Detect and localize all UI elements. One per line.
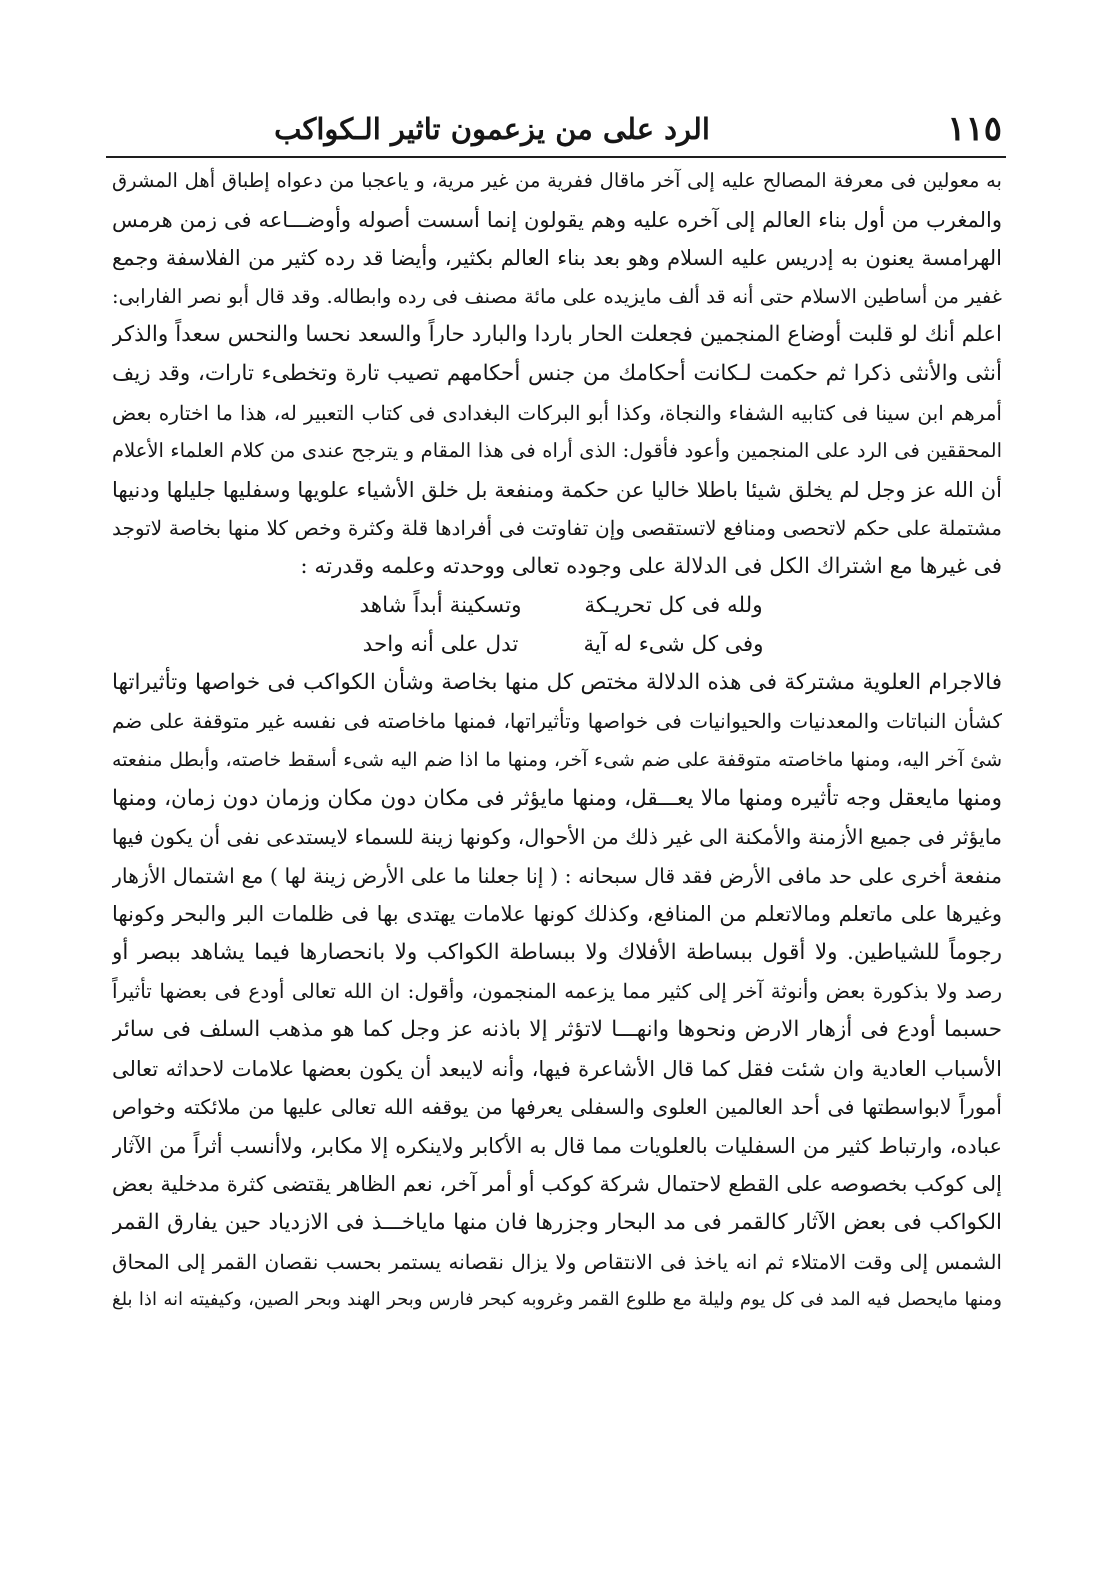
text-line: أمرهم ابن سينا فى كتابيه الشفاء والنجاة، وكذا أبو البركات البغدادى فى كتاب التعبير له، هذا ما اختاره بعض xyxy=(112,400,1002,425)
text-line: اعلم أنك لو قلبت أوضاع المنجمين فجعلت الحار باردا والبارد حاراً والسعد نحسا والنحس سعداً والذكر xyxy=(112,322,1002,348)
verse-line xyxy=(112,587,1002,626)
text-line: فالاجرام العلوية مشتركة فى هذه الدلالة مختص كل منها بخاصة وشأن الكواكب فى خواصها وتأثيراتها xyxy=(112,669,1002,695)
text-line: أموراً لابواسطتها فى أحد العالمين العلوى والسفلى يعرفها من يوقفه الله تعالى عليها من ملائكته وخواص xyxy=(112,1095,1002,1120)
text-line: الأسباب العادية وان شئت فقل كما قال الأشاعرة فيها، وأنه لايبعد أن يكون بعضها علامات لاحداثه تعالى xyxy=(112,1056,1002,1081)
text-line: عباده، وارتباط كثير من السفليات بالعلويات مما قال به الأكابر ولاينكره إلا مكابر، ولاأنسب أثراً من الآثار xyxy=(112,1133,1002,1158)
verse-second-hemistich: وتسكينة أبداً شاهد xyxy=(359,593,522,619)
page-number: ١١٥ xyxy=(947,109,1002,149)
text-line: ومنها مايحصل فيه المد فى كل يوم وليلة مع طلوع القمر وغروبه كبحر فارس وبحر الهند وبحر الصين، وكيفيته انه اذا بلغ xyxy=(112,1289,1002,1311)
header-rule xyxy=(106,156,1006,158)
text-line: وغيرها على ماتعلم ومالاتعلم من المنافع، وكذلك كونها علامات يهتدى بها فى ظلمات البر والبحر وكونها xyxy=(112,902,1002,927)
verse-second-hemistich: تدل على أنه واحد xyxy=(362,631,519,657)
poem-verse xyxy=(112,587,1002,664)
text-line: الهرامسة يعنون به إدريس عليه السلام وهو بعد بناء العالم بكثير، وأيضا قد رده كثير من الفلاسفة وجمع xyxy=(112,246,1002,271)
body-text xyxy=(112,162,1002,1320)
verse-line xyxy=(112,625,1002,664)
verse-first-hemistich: ولله فى كل تحريـكة xyxy=(584,593,763,619)
text-line: المحققين فى الرد على المنجمين وأعود فأقول: الذى أراه فى هذا المقام و يترجح عندى من كلام العلماء الأعلام xyxy=(112,439,1002,463)
running-title: الرد على من يزعمون تاثير الـكواكب xyxy=(274,112,710,146)
text-line: فى غيرها مع اشتراك الكل فى الدلالة على وجوده تعالى ووحدته وعلمه وقدرته : xyxy=(300,553,1002,579)
text-line: أنثى والأنثى ذكرا ثم حكمت لـكانت أحكامك من جنس أحكامهم تصيب تارة وتخطىء تارات، وقد زيف xyxy=(112,360,1002,386)
book-page xyxy=(112,104,1002,1524)
text-line: إلى كوكب بخصوصه على القطع لاحتمال شركة كوكب أو أمر آخر، نعم الظاهر يقتضى كثرة مدخلية بعض xyxy=(112,1172,1002,1197)
text-line: مايؤثر فى جميع الأزمنة والأمكنة الى غير ذلك من الأحوال، وكونها زينة للسماء لايستدعى نفى أن يكون فيها xyxy=(112,825,1002,850)
text-line: الشمس إلى وقت الامتلاء ثم انه ياخذ فى الانتقاص ولا يزال نقصانه يستمر بحسب نقصان القمر إلى المحاق xyxy=(112,1249,1002,1274)
text-line: والمغرب من أول بناء العالم إلى آخره عليه وهم يقولون إنما أسست أصوله وأوضـــاعه فى زمن هرمس xyxy=(112,207,1002,232)
text-line: حسبما أودع فى أزهار الارض ونحوها وانهـــا لاتؤثر إلا باذنه عز وجل كما هو مذهب السلف فى سائر xyxy=(112,1017,1002,1043)
text-line: رصد ولا بذكورة بعض وأنوثة آخر إلى كثير مما يزعمه المنجمون، وأقول: ان الله تعالى أودع فى بعضها تأثيراً xyxy=(112,979,1002,1004)
text-line: رجوماً للشياطين. ولا أقول ببساطة الأفلاك ولا ببساطة الكواكب ولا بانحصارها فيما يشاهد ببصر أو xyxy=(112,939,1002,965)
text-line: به معولين فى معرفة المصالح عليه إلى آخر ماقال ففرية من غير مرية، و ياعجبا من دعواه إطباق أهل المشرق xyxy=(112,169,1002,192)
page-header xyxy=(112,104,1002,154)
text-line: ومنها مايعقل وجه تأثيره ومنها مالا يعـــقل، ومنها مايؤثر فى مكان دون مكان وزمان دون زمان، ومنها xyxy=(112,785,1002,811)
text-line: منفعة أخرى على حد مافى الأرض فقد قال سبحانه : ( إنا جعلنا ما على الأرض زينة لها ) مع اشتمال الأزهار xyxy=(112,863,1002,888)
text-line: غفير من أساطين الاسلام حتى أنه قد ألف مايزيده على مائة مصنف فى رده وابطاله. وقد قال أبو نصر الفارابى: xyxy=(112,284,1002,308)
text-line: كشأن النباتات والمعدنيات والحيوانيات فى خواصها وتأثيراتها، فمنها ماخاصته فى نفسه غير متوقفة على ضم xyxy=(112,709,1002,734)
text-line: أن الله عز وجل لم يخلق شيئا باطلا خاليا عن حكمة ومنفعة بل خلق الأشياء علويها وسفليها جليلها ودنيها xyxy=(112,477,1002,502)
verse-first-hemistich: وفى كل شىء له آية xyxy=(583,631,764,657)
text-line: الكواكب فى بعض الآثار كالقمر فى مد البحار وجزرها فان منها ماياخـــذ فى الازدياد حين يفارق القمر xyxy=(112,1210,1002,1236)
text-line: شئ آخر اليه، ومنها ماخاصته متوقفة على ضم شىء آخر، ومنها ما اذا ضم اليه شىء أسقط خاصته، وأبطل منفعته xyxy=(112,748,1002,771)
text-line: مشتملة على حكم لاتحصى ومنافع لاتستقصى وإن تفاوتت فى أفرادها قلة وكثرة وخص كلا منها بخاصة لاتوجد xyxy=(112,516,1002,541)
